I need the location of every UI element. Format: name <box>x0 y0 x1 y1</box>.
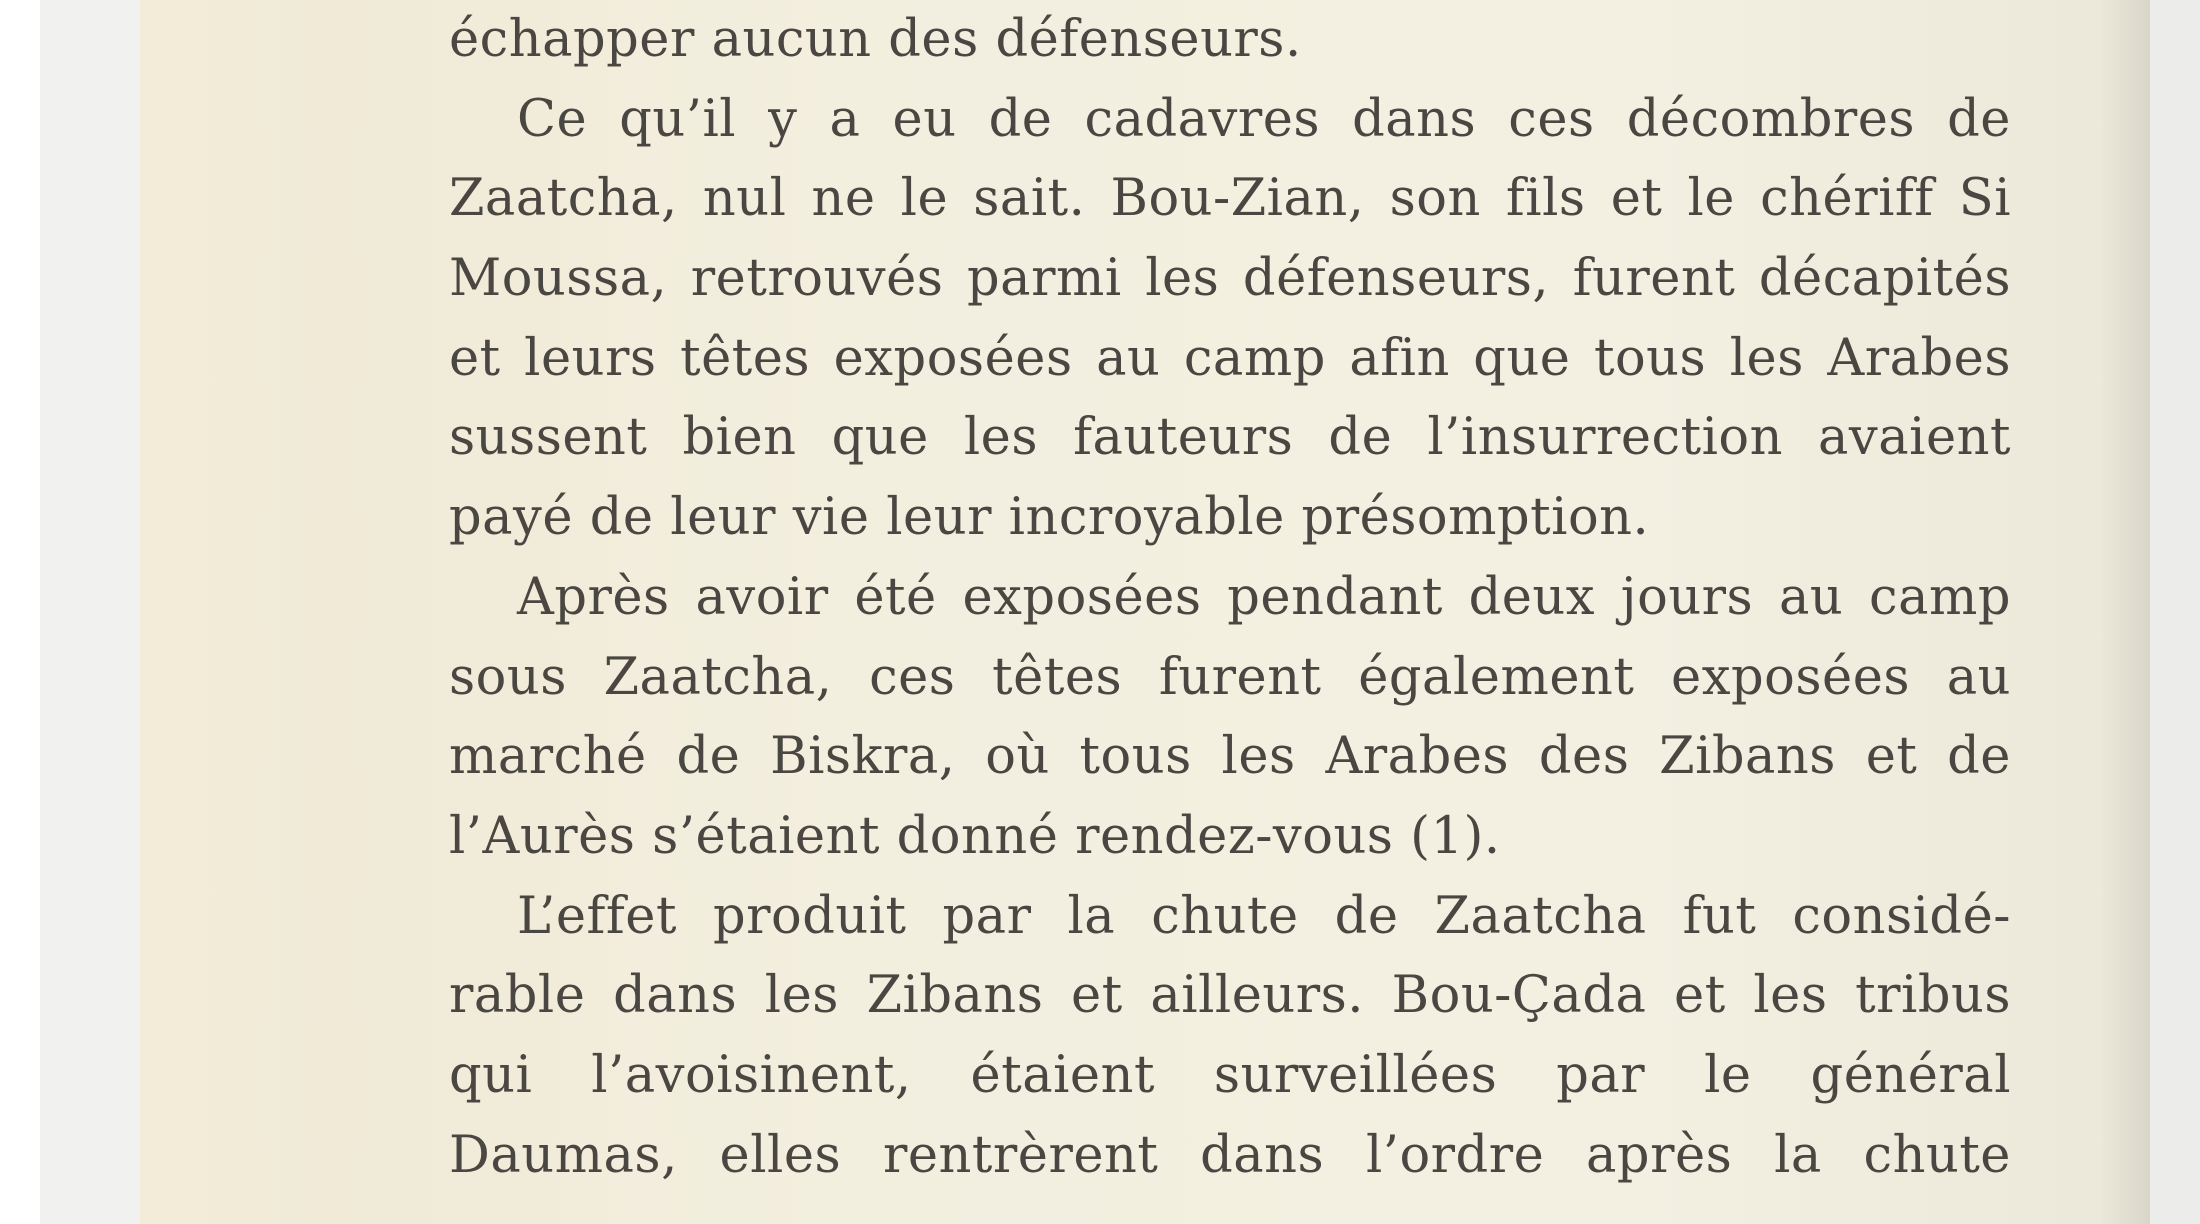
text-line: Ce qu’il y a eu de cadavres dans ces décombres de <box>517 89 2011 149</box>
text-line: Zaatcha, nul ne le sait. Bou-Zian, son fils et le chériff Si <box>449 169 2011 229</box>
text-line: et leurs têtes exposées au camp afin que tous les Arabes <box>449 328 2011 388</box>
text-line: sussent bien que les fauteurs de l’insurrection avaient <box>449 408 2011 468</box>
text-line: Moussa, retrouvés parmi les défenseurs, furent décapités <box>449 249 2011 309</box>
text-line: qui l’avoisinent, étaient surveillées par le général <box>449 1045 2011 1105</box>
text-line: échapper aucun des défenseurs. <box>449 10 1302 69</box>
text-line: L’effet produit par la chute de Zaatcha fut considé- <box>517 886 2011 946</box>
viewer-gutter <box>40 0 140 1224</box>
text-line: sous Zaatcha, ces têtes furent également exposées au <box>449 647 2011 707</box>
text-line: Daumas, elles rentrèrent dans l’ordre après la chute <box>449 1125 2011 1185</box>
text-line: marché de Biskra, où tous les Arabes des Zibans et de <box>449 727 2011 787</box>
viewer-margin <box>0 0 40 1224</box>
text-line: rable dans les Zibans et ailleurs. Bou-Çada et les tribus <box>449 966 2011 1026</box>
text-line: l’Aurès s’étaient donné rendez-vous (1). <box>449 806 1501 866</box>
page-text <box>449 0 2011 1195</box>
text-line: Après avoir été exposées pendant deux jours au camp <box>517 567 2011 627</box>
text-line: payé de leur vie leur incroyable présomption. <box>449 488 1650 548</box>
page-edge <box>2150 0 2200 1224</box>
